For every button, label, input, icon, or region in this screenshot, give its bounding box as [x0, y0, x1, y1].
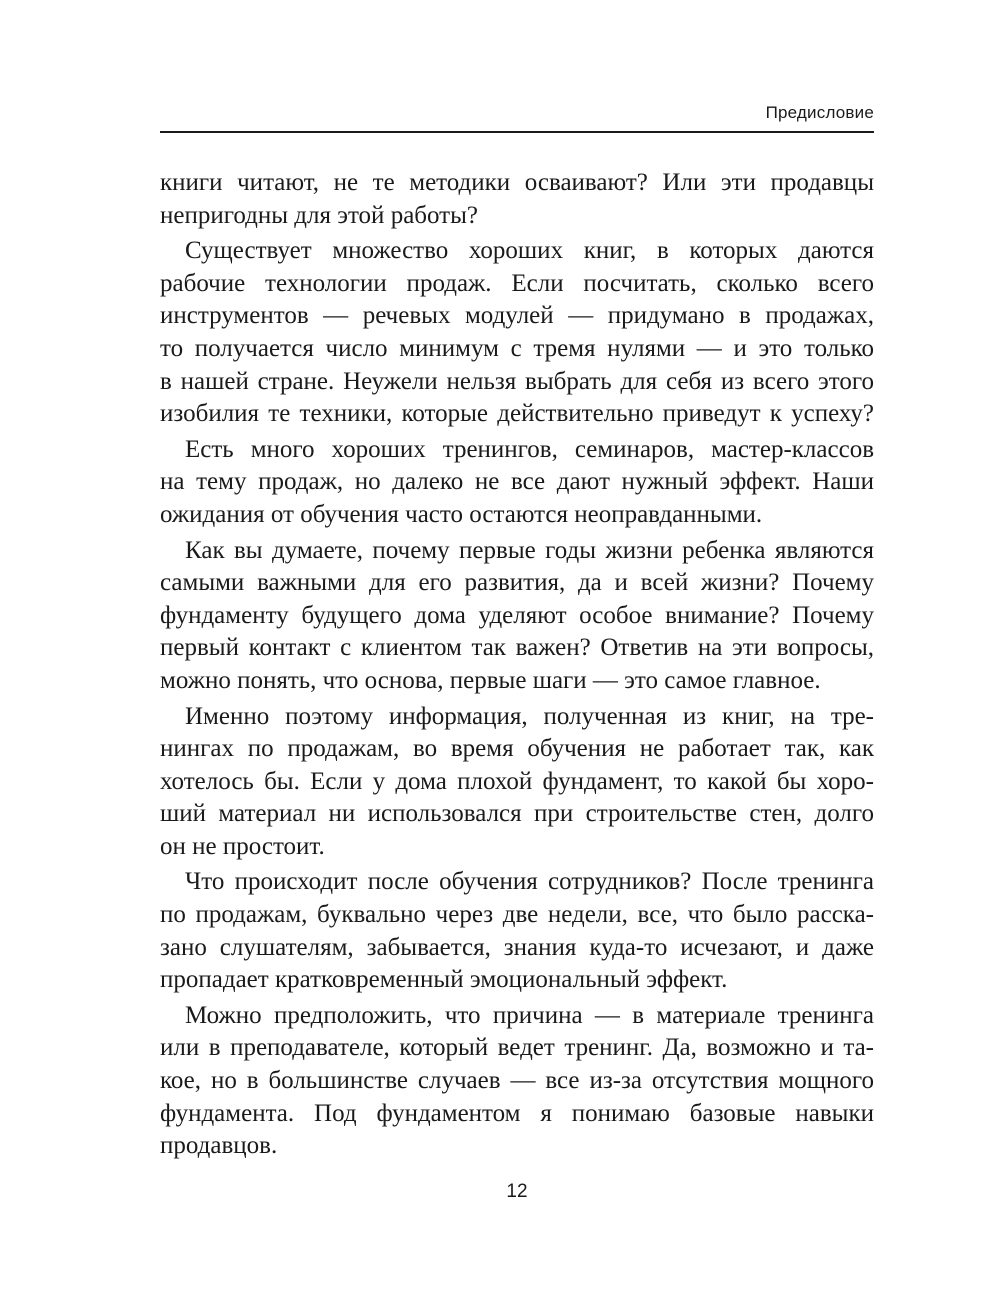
text-line: на тему продаж, но далеко не все дают нужный эффект. Наши: [160, 468, 874, 496]
paragraph: [160, 434, 874, 532]
paragraph: [160, 701, 874, 864]
text-line: Существует множество хороших книг, в которых даются: [185, 237, 874, 265]
text-line: ожидания от обучения часто остаются неоправданными.: [160, 500, 763, 528]
paragraph-continuation: [160, 167, 874, 232]
text-line: рабочие технологии продаж. Если посчитать, сколько всего: [160, 269, 874, 297]
header-rule: [160, 131, 874, 133]
paragraph: [160, 1000, 874, 1163]
text-line: можно понять, что основа, первые шаги — это самое главное.: [160, 666, 821, 694]
running-header-title: Предисловие: [765, 103, 874, 122]
text-line: фундамента. Под фундаментом я понимаю базовые навыки: [160, 1099, 874, 1127]
paragraph: [160, 866, 874, 996]
page-number: 12: [506, 1181, 528, 1202]
text-line: фундаменту будущего дома уделяют особое внимание? Почему: [160, 601, 874, 629]
text-line: то получается число минимум с тремя нулями — и это только: [160, 334, 874, 362]
text-line: непригодны для этой работы?: [160, 201, 478, 229]
text-line: пропадает кратковременный эмоциональный эффект.: [160, 966, 728, 994]
text-line: изобилия те техники, которые действительно приведут к успеху?: [160, 400, 874, 428]
text-line: нингах по продажам, во время обучения не работает так, как: [160, 735, 874, 763]
text-line: в нашей стране. Неужели нельзя выбрать для себя из всего этого: [160, 367, 874, 395]
text-line: хотелось бы. Если у дома плохой фундамент, то какой бы хоро-: [160, 767, 874, 795]
text-line: Есть много хороших тренингов, семинаров, мастер-классов: [185, 435, 874, 463]
text-line: инструментов — речевых модулей — придумано в продажах,: [160, 302, 874, 330]
text-line: или в преподавателе, который ведет тренинг. Да, возможно и та-: [160, 1034, 874, 1062]
paragraph: [160, 535, 874, 698]
text-line: книги читают, не те методики осваивают? Или эти продавцы: [160, 169, 874, 196]
text-line: Что происходит после обучения сотрудников? После тренинга: [185, 868, 874, 896]
text-line: зано слушателям, забывается, знания куда-то исчезают, и даже: [160, 933, 874, 961]
text-line: Как вы думаете, почему первые годы жизни ребенка являются: [185, 536, 874, 564]
text-line: самыми важными для его развития, да и всей жизни? Почему: [160, 569, 874, 597]
text-line: первый контакт с клиентом так важен? Ответив на эти вопросы,: [160, 634, 874, 662]
text-line: кое, но в большинстве случаев — все из-за отсутствия мощного: [160, 1067, 874, 1095]
text-line: Можно предположить, что причина — в материале тренинга: [185, 1001, 874, 1029]
text-line: Именно поэтому информация, полученная из книг, на тре-: [185, 702, 874, 730]
text-line: по продажам, буквально через две недели, все, что было расска-: [160, 901, 874, 929]
body-text: [160, 167, 874, 1166]
text-line: он не простоит.: [160, 832, 325, 860]
text-line: ший материал ни использовался при строительстве стен, долго: [160, 800, 874, 828]
paragraph: [160, 235, 874, 431]
text-line: продавцов.: [160, 1132, 278, 1160]
